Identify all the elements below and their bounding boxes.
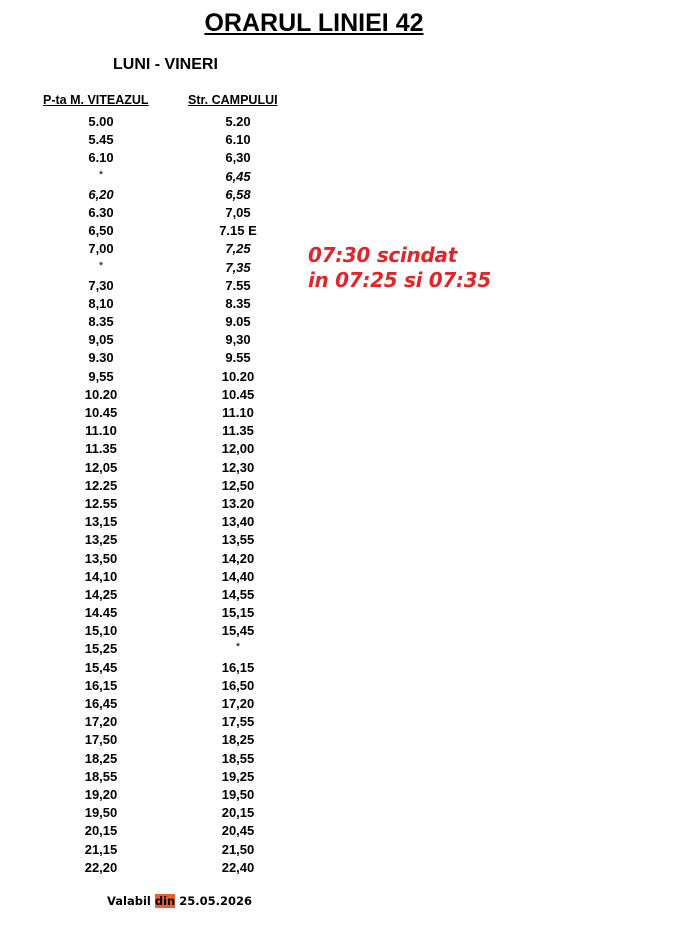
- time-cell-left: 6.30: [88, 204, 114, 220]
- time-cell-left: 6,20: [88, 186, 114, 202]
- time-cell-right: 17,55: [221, 714, 255, 730]
- time-cell-left: 22,20: [84, 859, 118, 875]
- time-cell-right: 7,35: [225, 259, 251, 275]
- time-cell-left: 18,25: [84, 750, 118, 766]
- time-cell-left: 9,05: [88, 332, 114, 348]
- table-row: [0, 477, 320, 495]
- table-row: [0, 622, 320, 640]
- time-cell-left: 7,00: [88, 241, 114, 257]
- time-cell-left: 9,55: [88, 368, 114, 384]
- time-cell-left: 15,45: [84, 659, 118, 675]
- time-cell-right: 16,50: [221, 677, 255, 693]
- time-cell-right: 15,45: [221, 623, 255, 639]
- time-cell-right: 14,40: [221, 568, 255, 584]
- time-cell-right: 20,15: [221, 805, 255, 821]
- table-row: [0, 713, 320, 731]
- table-row: [0, 568, 320, 586]
- column-header-right: Str. CAMPULUI: [188, 93, 278, 107]
- time-cell-right: 6,58: [225, 186, 251, 202]
- time-cell-left: 12.25: [84, 477, 118, 493]
- table-row: [0, 786, 320, 804]
- table-row: [0, 859, 320, 877]
- time-cell-right: 6.10: [225, 132, 251, 148]
- time-cell-left: 15,10: [84, 623, 118, 639]
- time-cell-left: 16,15: [84, 677, 118, 693]
- time-cell-right: 7,05: [225, 204, 251, 220]
- table-row: [0, 750, 320, 768]
- footer-prefix: Valabil: [107, 894, 151, 908]
- table-row: [0, 586, 320, 604]
- table-row: [0, 731, 320, 749]
- time-cell-left: 9.30: [88, 350, 114, 366]
- time-cell-left: 17,20: [84, 714, 118, 730]
- time-cell-right: 10.20: [221, 368, 255, 384]
- footer-date: 25.05.2026: [179, 894, 253, 908]
- time-cell-right: 12,30: [221, 459, 255, 475]
- time-cell-left: 21,15: [84, 841, 118, 857]
- table-row: [0, 349, 320, 367]
- table-row: [0, 186, 320, 204]
- note-line-1: 07:30 scindat: [308, 243, 457, 267]
- time-cell-right: 16,15: [221, 659, 255, 675]
- table-row: [0, 386, 320, 404]
- time-cell-left: 5.45: [88, 132, 114, 148]
- table-row: [0, 604, 320, 622]
- time-cell-left: 14.45: [84, 605, 118, 621]
- table-row: [0, 550, 320, 568]
- time-cell-left: 19,20: [84, 786, 118, 802]
- time-cell-left: 8,10: [88, 295, 114, 311]
- table-row: [0, 204, 320, 222]
- time-cell-right: 18,25: [221, 732, 255, 748]
- time-cell-right: 7.15 E: [219, 223, 257, 239]
- time-cell-right: 11.10: [222, 405, 254, 420]
- time-cell-left: 17,50: [84, 732, 118, 748]
- table-row: [0, 822, 320, 840]
- time-cell-right: 14,20: [221, 550, 255, 566]
- time-cell-left: 13,15: [84, 514, 118, 530]
- table-row: [0, 168, 320, 186]
- table-row: [0, 677, 320, 695]
- table-row: [0, 659, 320, 677]
- timetable: [0, 113, 320, 877]
- table-row: [0, 113, 320, 131]
- note-line-2: in 07:25 si 07:35: [308, 268, 491, 292]
- time-cell-left: 15,25: [84, 641, 118, 657]
- time-cell-left: 18,55: [84, 768, 118, 784]
- table-row: [0, 422, 320, 440]
- table-row: [0, 768, 320, 786]
- time-cell-right: 5.20: [225, 114, 251, 129]
- time-cell-right: *: [235, 641, 241, 654]
- time-cell-left: 5.00: [88, 114, 114, 129]
- time-cell-right: 14,55: [221, 586, 255, 602]
- table-row: [0, 513, 320, 531]
- time-cell-right: 9.05: [225, 314, 251, 330]
- table-row: [0, 459, 320, 477]
- table-row: [0, 495, 320, 513]
- time-cell-right: 15,15: [221, 605, 255, 621]
- time-cell-left: 11.10: [85, 423, 117, 439]
- footer-highlight: din: [154, 894, 176, 908]
- time-cell-left: *: [98, 259, 104, 272]
- time-cell-left: 14,25: [84, 586, 118, 602]
- time-cell-left: 10.20: [84, 386, 118, 402]
- time-cell-right: 6,30: [225, 150, 251, 166]
- time-cell-right: 7,25: [225, 241, 251, 257]
- time-cell-right: 13,40: [221, 514, 255, 530]
- time-cell-left: 12.55: [84, 495, 118, 511]
- table-row: [0, 331, 320, 349]
- table-row: [0, 313, 320, 331]
- page-title: ORARUL LINIEI 42: [204, 9, 424, 37]
- time-cell-right: 11.35: [222, 423, 254, 439]
- time-cell-right: 10.45: [221, 386, 255, 402]
- table-row: [0, 368, 320, 386]
- time-cell-right: 20,45: [221, 823, 255, 839]
- time-cell-left: 11.35: [85, 441, 117, 457]
- table-row: [0, 640, 320, 658]
- time-cell-left: 20,15: [84, 823, 118, 839]
- table-row: [0, 804, 320, 822]
- table-row: [0, 149, 320, 167]
- schedule-days: LUNI - VINERI: [113, 56, 218, 73]
- validity-footer: [107, 894, 252, 908]
- time-cell-right: 22,40: [221, 859, 255, 875]
- time-cell-left: *: [98, 168, 104, 181]
- table-row: [0, 259, 320, 277]
- time-cell-left: 16,45: [84, 696, 118, 711]
- time-cell-left: 13,50: [84, 550, 118, 566]
- time-cell-left: 6.10: [88, 150, 114, 166]
- time-cell-left: 6,50: [88, 223, 114, 239]
- time-cell-left: 7,30: [88, 277, 114, 293]
- table-row: [0, 295, 320, 313]
- time-cell-left: 13,25: [84, 532, 118, 548]
- time-cell-right: 18,55: [221, 750, 255, 766]
- table-row: [0, 404, 320, 422]
- table-row: [0, 131, 320, 149]
- time-cell-right: 8.35: [225, 295, 251, 311]
- table-row: [0, 841, 320, 859]
- table-row: [0, 440, 320, 458]
- time-cell-right: 6,45: [225, 168, 251, 184]
- time-cell-right: 13.20: [221, 495, 255, 511]
- time-cell-right: 17,20: [221, 696, 255, 711]
- time-cell-right: 19,50: [221, 786, 255, 802]
- time-cell-right: 12,50: [221, 477, 255, 493]
- time-cell-left: 19,50: [84, 805, 118, 821]
- column-header-left: P-ta M. VITEAZUL: [43, 93, 149, 107]
- time-cell-left: 12,05: [84, 459, 118, 475]
- time-cell-right: 9,30: [225, 332, 251, 348]
- time-cell-right: 19,25: [221, 768, 255, 784]
- table-row: [0, 531, 320, 549]
- schedule-note: [308, 243, 491, 293]
- time-cell-right: 7.55: [225, 277, 251, 293]
- time-cell-left: 8.35: [88, 314, 114, 330]
- table-row: [0, 222, 320, 240]
- time-cell-right: 12,00: [221, 441, 255, 457]
- table-row: [0, 277, 320, 295]
- time-cell-left: 10.45: [84, 405, 118, 420]
- table-row: [0, 695, 320, 713]
- time-cell-right: 21,50: [221, 841, 255, 857]
- table-row: [0, 240, 320, 258]
- time-cell-right: 9.55: [225, 350, 251, 366]
- time-cell-left: 14,10: [84, 568, 118, 584]
- time-cell-right: 13,55: [221, 532, 255, 548]
